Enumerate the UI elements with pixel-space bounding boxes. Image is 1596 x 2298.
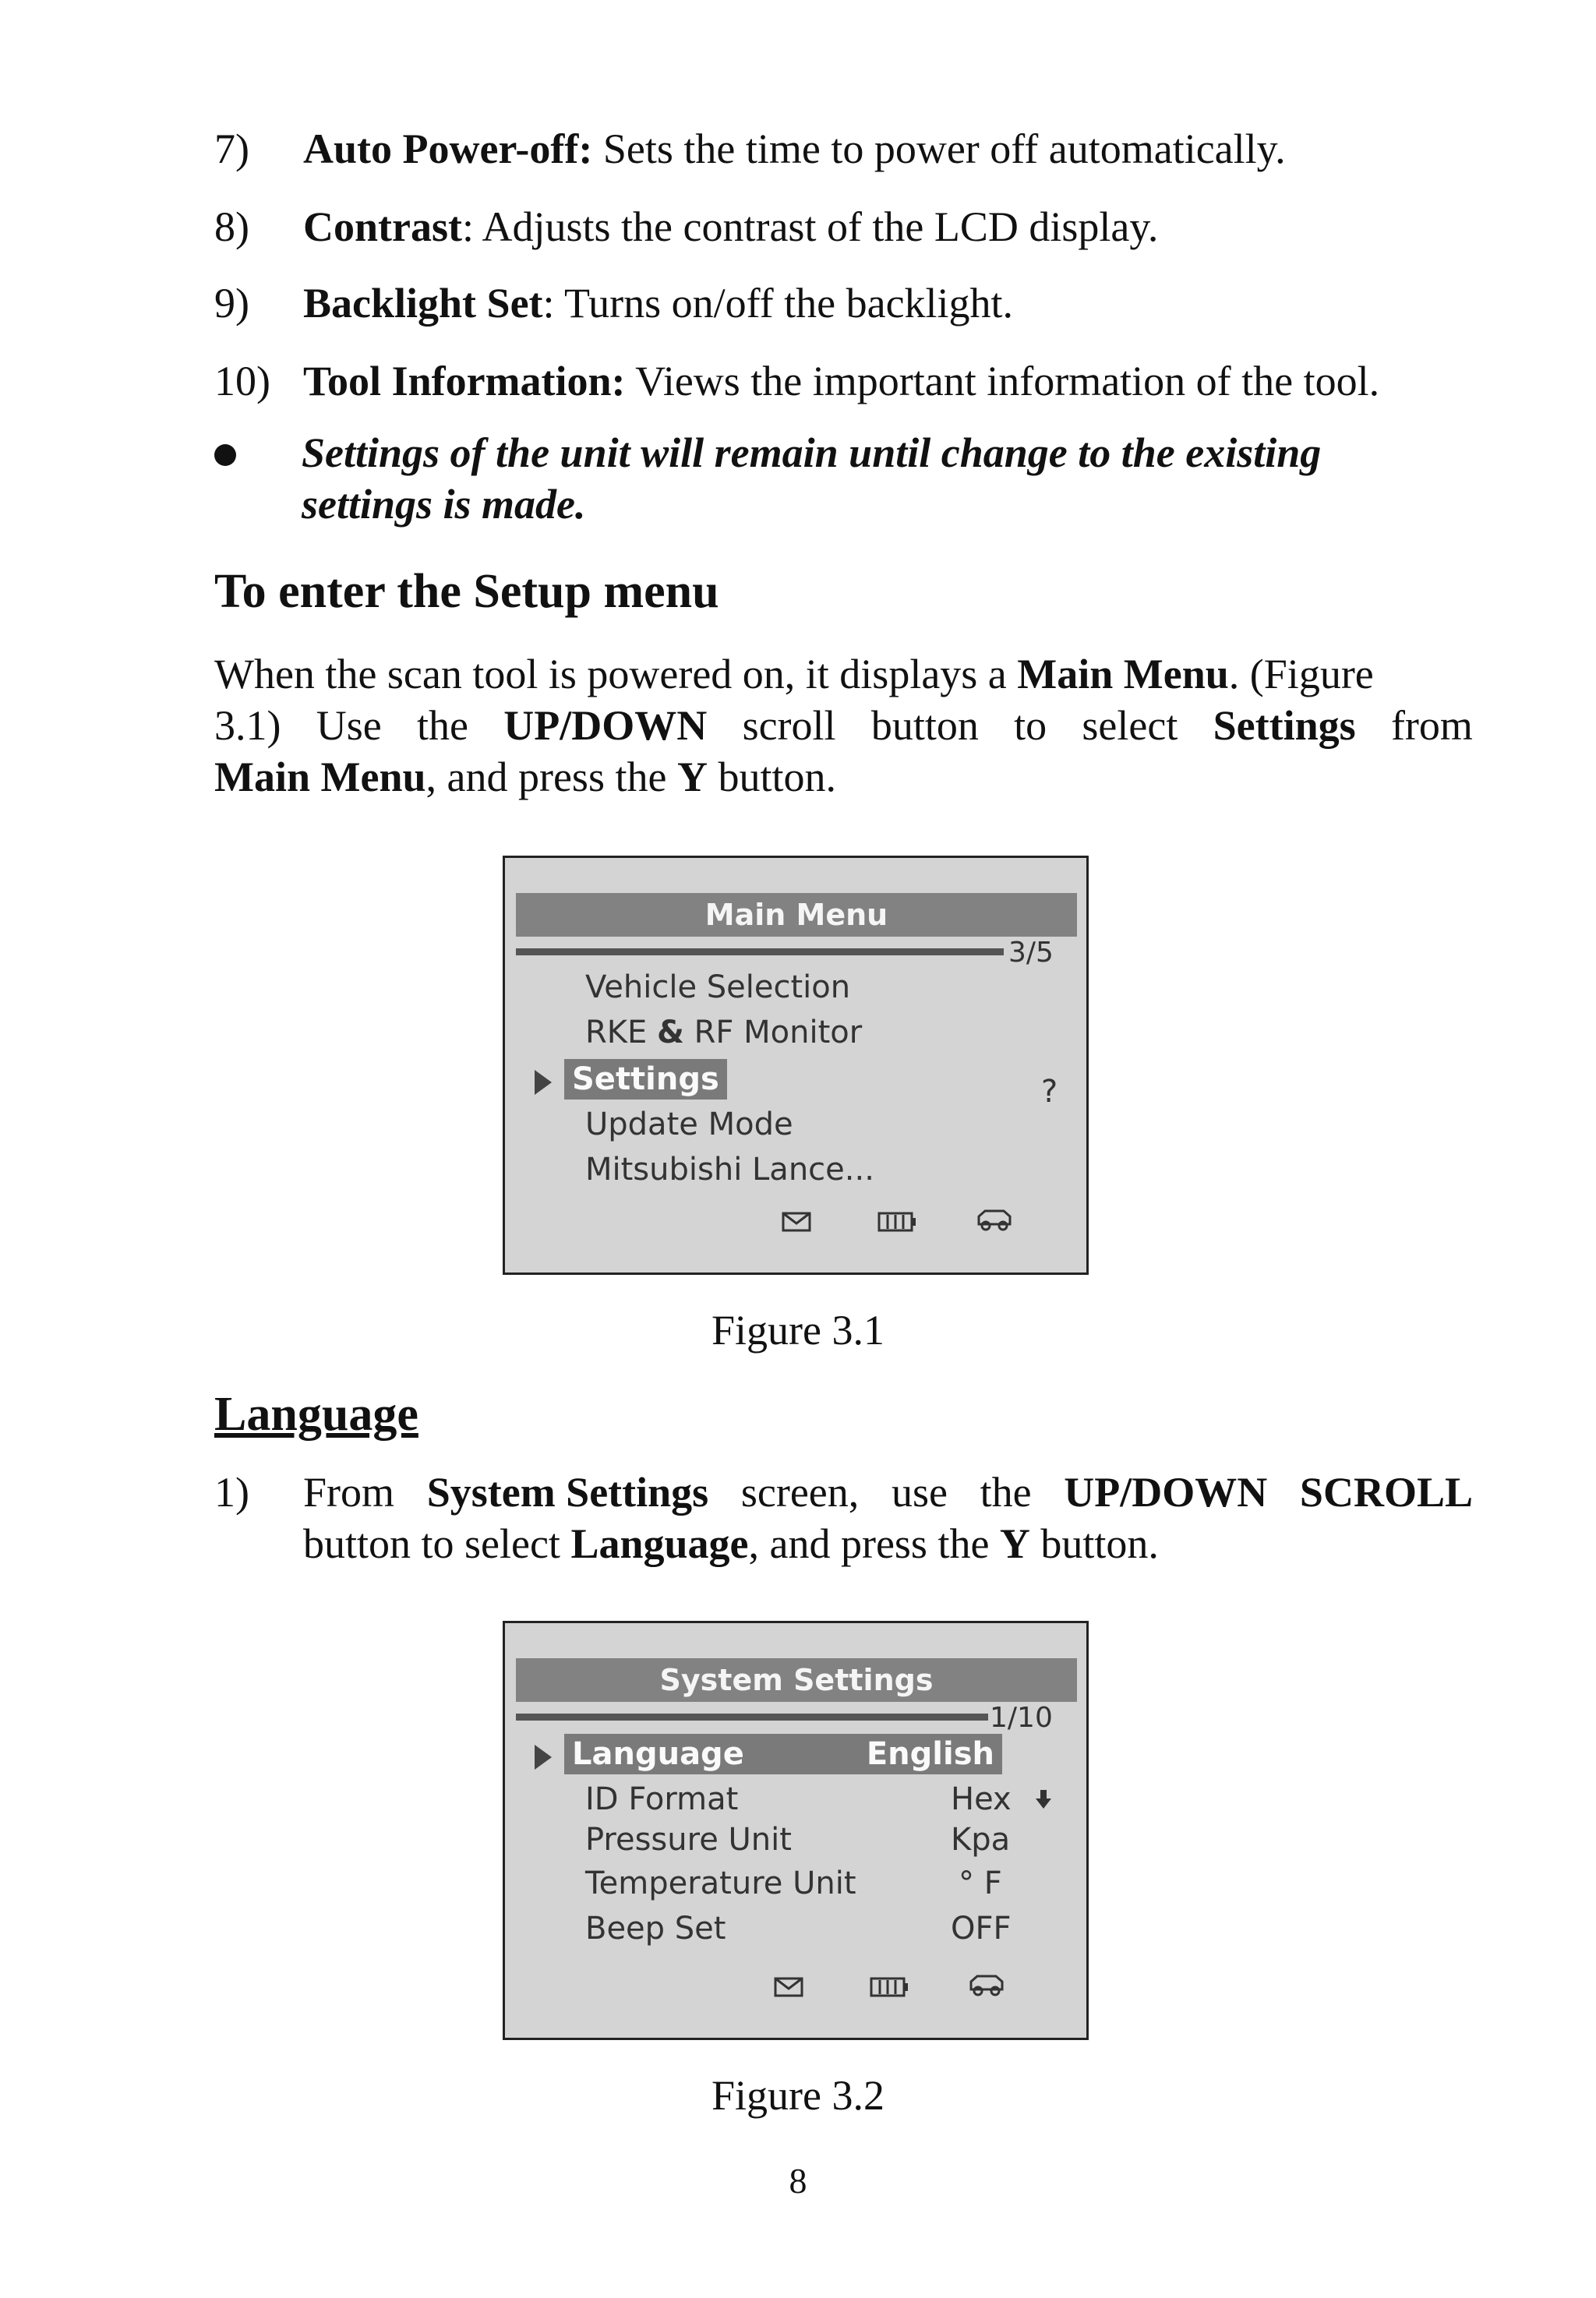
setting-row-label[interactable]: Pressure Unit: [585, 1822, 792, 1858]
menu-item-selected[interactable]: Settings: [564, 1059, 727, 1100]
setting-row-value: ° F: [959, 1866, 1002, 1901]
list-desc: Sets the time to power off automatically.: [592, 125, 1286, 172]
page-indicator: 1/10: [990, 1702, 1053, 1734]
vehicle-icon: [966, 1972, 1007, 1999]
list-term: Contrast: [303, 203, 462, 250]
page-number: 8: [789, 2161, 807, 2201]
list-number: 10): [214, 358, 270, 404]
step-line-2: button to select Language, and press the Y button.: [303, 1520, 1159, 1567]
list-number: 1): [214, 1469, 249, 1516]
para-line-1: When the scan tool is powered on, it displays a Main Menu. (Figure: [214, 651, 1374, 697]
setting-row-label[interactable]: Temperature Unit: [585, 1866, 856, 1901]
figure-caption: Figure 3.2: [711, 2072, 885, 2119]
vehicle-icon: [974, 1207, 1015, 1234]
setting-row-label[interactable]: Beep Set: [585, 1911, 726, 1947]
menu-item[interactable]: RKE & RF Monitor: [585, 1015, 863, 1050]
setting-row-selected[interactable]: Language English: [564, 1734, 1002, 1774]
note-line-1: Settings of the unit will remain until change to the existing: [302, 429, 1322, 476]
selection-arrow-icon: [535, 1070, 552, 1095]
list-number: 9): [214, 280, 249, 327]
figure-caption: Figure 3.1: [711, 1307, 885, 1354]
list-term: Tool Information:: [303, 358, 626, 404]
setting-row-value: Kpa: [951, 1822, 1011, 1858]
setting-row-value: Hex: [951, 1781, 1012, 1817]
screen-title: System Settings: [516, 1658, 1077, 1702]
list-desc: : Adjusts the contrast of the LCD display.: [461, 203, 1159, 250]
battery-icon: [877, 1210, 918, 1234]
arrow-down-icon: [1035, 1788, 1052, 1810]
bullet-icon: [214, 444, 236, 466]
setup-paragraph: [214, 648, 1473, 803]
list-term: Auto Power-off:: [303, 125, 593, 172]
menu-item[interactable]: Update Mode: [585, 1107, 793, 1142]
section-heading-setup: To enter the Setup menu: [214, 565, 719, 618]
list-number: 8): [214, 203, 249, 250]
selection-arrow-icon: [535, 1745, 552, 1770]
para-line-2: 3.1) Use the UP/DOWN scroll button to select Settings from: [214, 702, 1473, 749]
scroll-progress-bar: [516, 948, 1004, 955]
figure-3-2-screen: [503, 1621, 1089, 2040]
scroll-progress-bar: [516, 1714, 988, 1721]
step-line-1: From System Settings screen, use the UP/DOWN SCROLL: [303, 1469, 1473, 1516]
list-desc: : Turns on/off the backlight.: [542, 280, 1014, 327]
note-line-2: settings is made.: [302, 481, 586, 528]
setting-row-value: OFF: [951, 1911, 1012, 1947]
figure-3-1-screen: [503, 856, 1089, 1275]
menu-item[interactable]: Mitsubishi Lance...: [585, 1152, 874, 1188]
battery-icon: [870, 1975, 910, 1999]
page-indicator: 3/5: [1008, 937, 1054, 969]
list-number: 7): [214, 125, 249, 172]
list-term: Backlight Set: [303, 280, 543, 327]
section-heading-language: Language: [214, 1388, 418, 1441]
mail-icon: [774, 1975, 805, 1999]
screen-title: Main Menu: [516, 893, 1077, 937]
menu-item[interactable]: Vehicle Selection: [585, 969, 851, 1005]
setting-row-label[interactable]: ID Format: [585, 1781, 739, 1817]
list-desc: Views the important information of the tool.: [625, 358, 1380, 404]
para-line-3: Main Menu, and press the Y button.: [214, 754, 836, 800]
mail-icon: [782, 1210, 813, 1234]
help-icon: ?: [1041, 1074, 1058, 1110]
